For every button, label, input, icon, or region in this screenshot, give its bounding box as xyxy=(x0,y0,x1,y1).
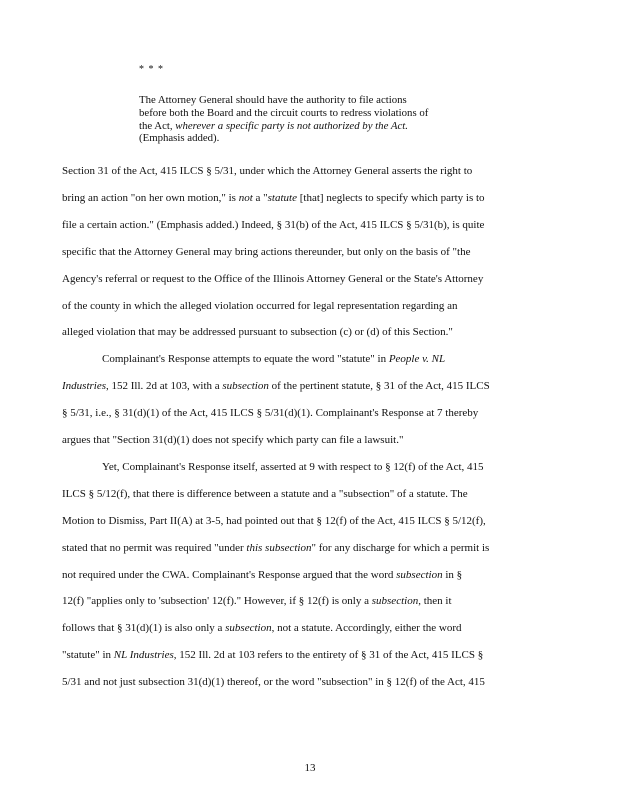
ellipsis-stars: * * * xyxy=(139,64,164,75)
body-line xyxy=(62,192,485,204)
body-line xyxy=(62,434,403,446)
block-quote xyxy=(139,94,499,145)
line-text: "statute" in xyxy=(62,649,114,662)
line-text: , 152 Ill. 2d at 103 refers to the entirety of § 31 of the Act, 415 ILCS § xyxy=(173,649,484,662)
body-line xyxy=(62,515,486,527)
line-text: 5/31 and not just subsection 31(d)(1) thereof, or the word "subsection" in § 12(f) of the Act, 415 xyxy=(62,676,485,689)
line-text: Complainant's Response attempts to equate the word "statute" in xyxy=(102,353,389,366)
italic-text: subsection xyxy=(222,380,269,393)
italic-text: Industries xyxy=(62,380,106,393)
quote-line xyxy=(139,107,499,120)
line-text: alleged violation that may be addressed pursuant to subsection (c) or (d) of this Section." xyxy=(62,326,453,339)
line-text: of the pertinent statute, § 31 of the Act, 415 ILCS xyxy=(268,380,490,393)
line-text: file a certain action." (Emphasis added.) Indeed, § 31(b) of the Act, 415 ILCS § 5/31(b), is quite xyxy=(62,218,485,231)
body-line xyxy=(62,676,485,688)
quote-emphasis: wherever a specific party is not authorized by the Act. xyxy=(175,119,408,132)
body-line xyxy=(62,595,452,607)
quote-text: (Emphasis added). xyxy=(139,132,220,145)
body-line xyxy=(62,326,453,338)
line-text: 12(f) "applies only to 'subsection' 12(f)." However, if § 12(f) is only a xyxy=(62,595,372,608)
italic-text: subsection xyxy=(225,622,272,635)
line-text: , then it xyxy=(418,595,452,608)
body-line xyxy=(62,649,483,661)
line-text: ILCS § 5/12(f), that there is difference between a statute and a "subsection" of a statute. The xyxy=(62,487,468,500)
line-text: § 5/31, i.e., § 31(d)(1) of the Act, 415 ILCS § 5/31(d)(1). Complainant's Response at 7 thereby xyxy=(62,407,479,420)
italic-text: this subsection xyxy=(246,541,312,554)
page-number: 13 xyxy=(304,762,316,774)
line-text: bring an action "on her own motion," is xyxy=(62,191,239,204)
line-text: " for any discharge for which a permit is xyxy=(311,541,490,554)
italic-text: NL Industries xyxy=(113,649,174,662)
quote-line xyxy=(139,94,499,107)
line-text: a " xyxy=(252,191,268,204)
quote-line xyxy=(139,120,499,133)
line-text: Yet, Complainant's Response itself, asserted at 9 with respect to § 12(f) of the Act, 415 xyxy=(102,460,484,473)
line-text: specific that the Attorney General may bring actions thereunder, but only on the basis of "the xyxy=(62,245,471,258)
body-line xyxy=(62,165,472,177)
quote-text: before both the Board and the circuit courts to redress violations of xyxy=(139,106,429,119)
body-line xyxy=(62,542,489,554)
italic-text: subsection xyxy=(396,568,443,581)
line-text: stated that no permit was required "under xyxy=(62,541,247,554)
body-line xyxy=(62,300,458,312)
italic-text: not xyxy=(238,191,253,204)
line-text: follows that § 31(d)(1) is also only a xyxy=(62,622,226,635)
body-line xyxy=(102,353,445,365)
line-text: Agency's referral or request to the Office of the Illinois Attorney General or the State's Attorney xyxy=(62,272,484,285)
body-line xyxy=(62,407,478,419)
line-text: [that] neglects to specify which party is to xyxy=(297,191,485,204)
quote-text: the Act, xyxy=(139,119,176,132)
line-text: Motion to Dismiss, Part II(A) at 3-5, had pointed out that § 12(f) of the Act, 415 ILCS § 5/12(f), xyxy=(62,514,486,527)
body-line xyxy=(62,569,462,581)
italic-text: subsection xyxy=(371,595,419,608)
quote-line xyxy=(139,132,499,145)
body-line xyxy=(62,219,484,231)
quote-text: The Attorney General should have the authority to file actions xyxy=(139,94,407,106)
body-line xyxy=(62,622,462,634)
body-line xyxy=(62,380,490,392)
italic-text: People v. NL xyxy=(388,353,446,366)
line-text: , 152 Ill. 2d at 103, with a xyxy=(106,380,223,393)
line-text: argues that "Section 31(d)(1) does not specify which party can file a lawsuit." xyxy=(62,434,404,446)
line-text: , not a statute. Accordingly, either the word xyxy=(271,622,462,635)
line-text: in § xyxy=(442,568,463,581)
line-text: Section 31 of the Act, 415 ILCS § 5/31, under which the Attorney General asserts the right to xyxy=(62,165,473,177)
body-line xyxy=(102,461,484,473)
italic-text: statute xyxy=(267,191,297,204)
line-text: of the county in which the alleged violation occurred for legal representation regarding an xyxy=(62,299,458,312)
line-text: not required under the CWA. Complainant's Response argued that the word xyxy=(62,568,397,581)
body-line xyxy=(62,246,471,258)
body-line xyxy=(62,273,483,285)
body-line xyxy=(62,488,468,500)
